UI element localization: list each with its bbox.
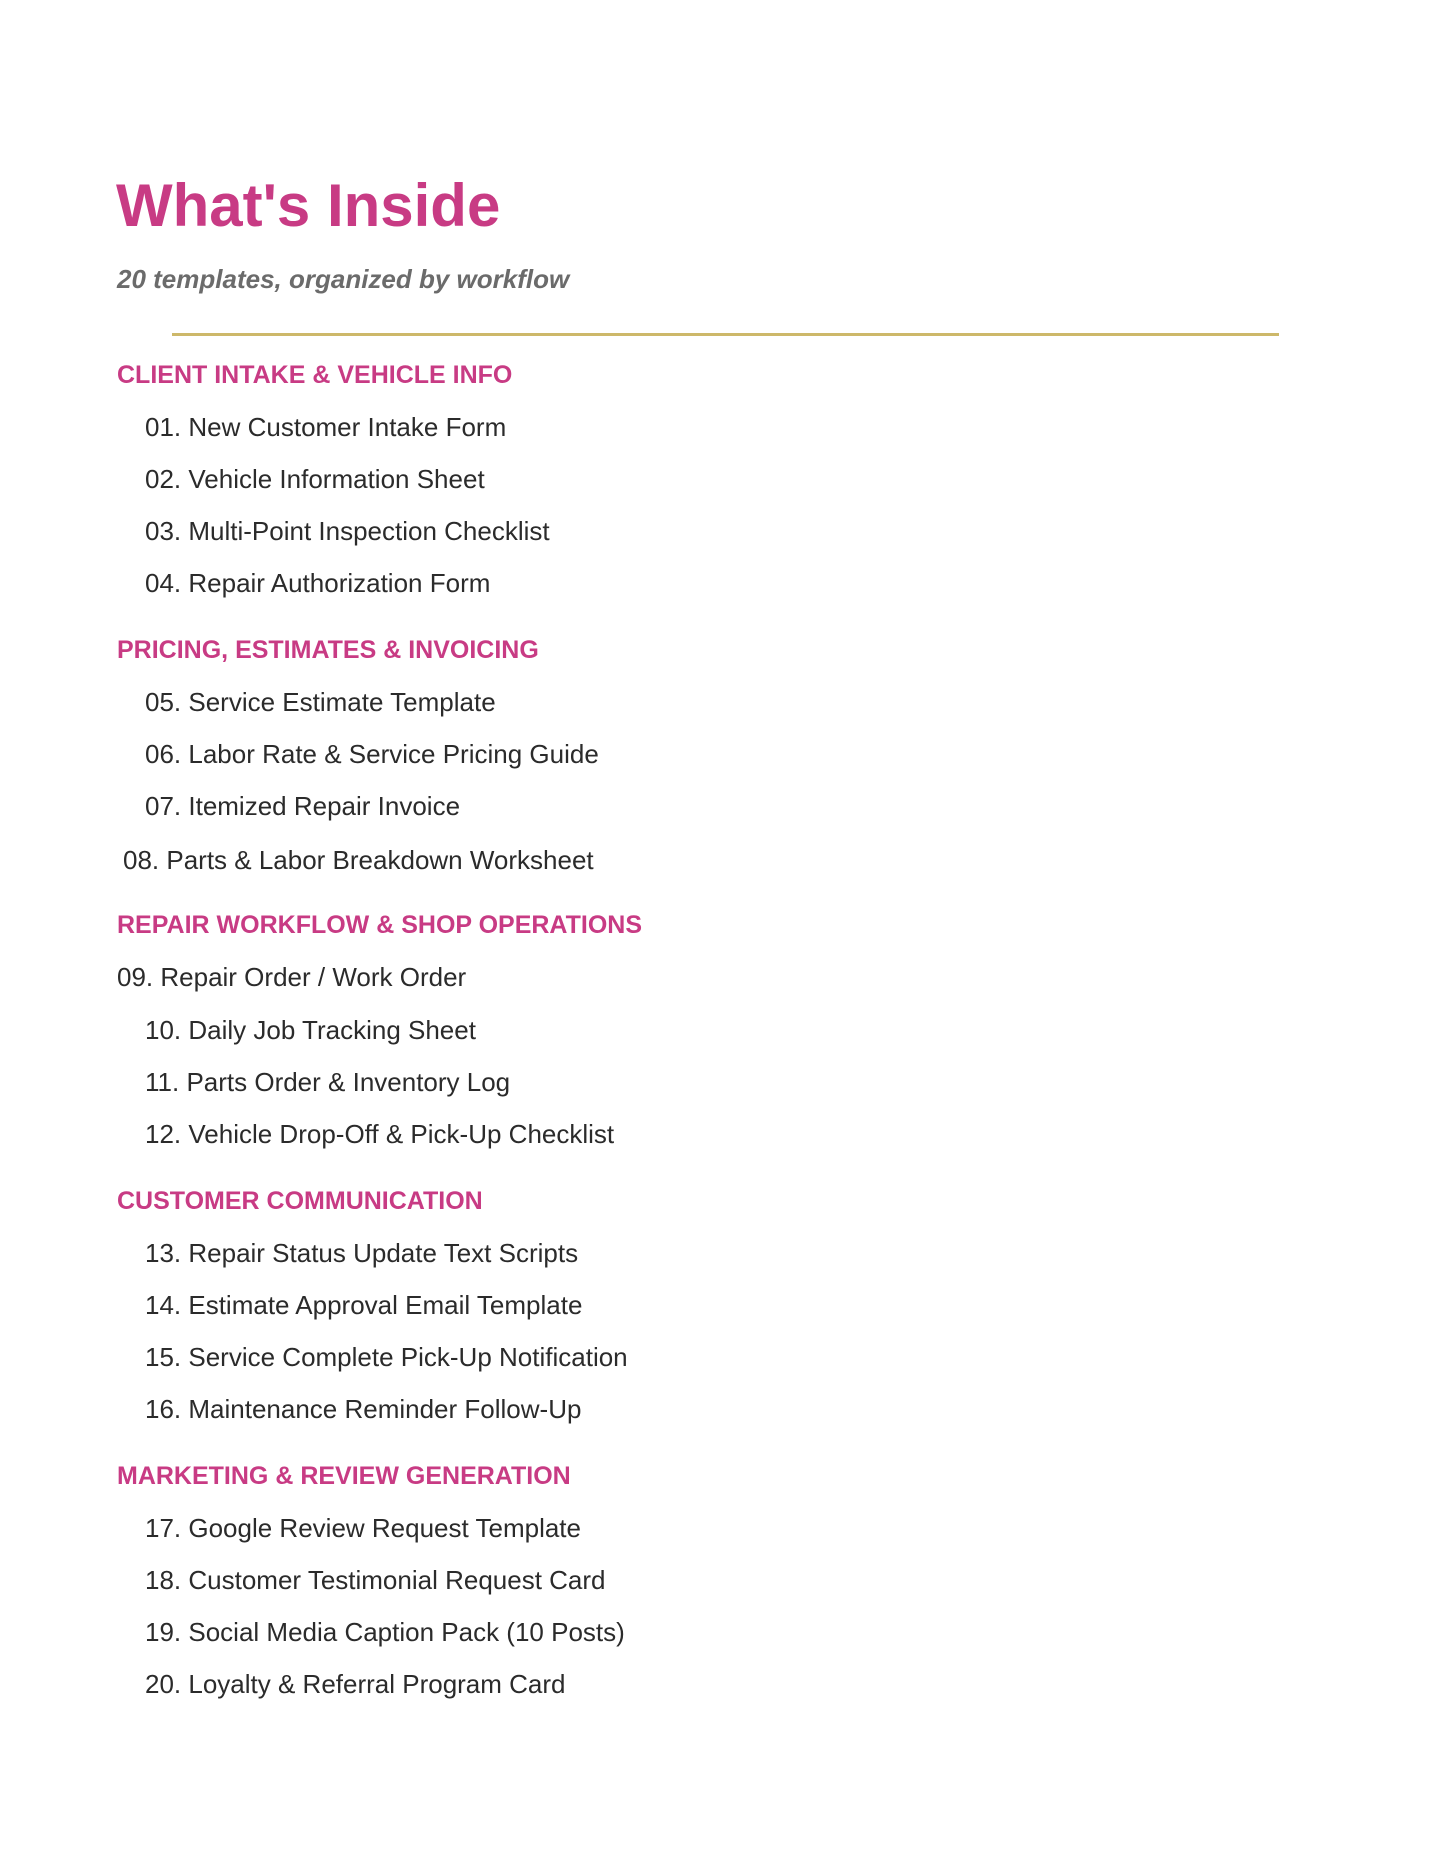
page-title: What's Inside [116, 172, 501, 239]
list-item: 06. Labor Rate & Service Pricing Guide [145, 739, 599, 769]
list-item: 08. Parts & Labor Breakdown Worksheet [123, 845, 594, 875]
list-item: 15. Service Complete Pick-Up Notification [145, 1342, 628, 1372]
divider-rule [172, 333, 1279, 336]
list-item: 13. Repair Status Update Text Scripts [145, 1238, 579, 1268]
list-item: 03. Multi-Point Inspection Checklist [145, 516, 550, 546]
list-item: 19. Social Media Caption Pack (10 Posts) [145, 1617, 625, 1647]
list-item: 14. Estimate Approval Email Template [145, 1290, 583, 1320]
section-heading-repair-workflow: REPAIR WORKFLOW & SHOP OPERATIONS [117, 911, 643, 939]
list-item: 16. Maintenance Reminder Follow-Up [145, 1394, 582, 1424]
list-item: 07. Itemized Repair Invoice [145, 791, 461, 821]
list-item: 12. Vehicle Drop-Off & Pick-Up Checklist [145, 1119, 615, 1149]
page-subtitle: 20 templates, organized by workflow [117, 264, 570, 294]
section-heading-customer-communication: CUSTOMER COMMUNICATION [117, 1187, 483, 1215]
list-item: 02. Vehicle Information Sheet [145, 464, 485, 494]
list-item: 09. Repair Order / Work Order [117, 962, 467, 992]
section-heading-marketing: MARKETING & REVIEW GENERATION [117, 1462, 571, 1490]
list-item: 05. Service Estimate Template [145, 687, 496, 717]
section-heading-client-intake: CLIENT INTAKE & VEHICLE INFO [117, 361, 513, 389]
section-heading-pricing: PRICING, ESTIMATES & INVOICING [117, 636, 539, 664]
list-item: 10. Daily Job Tracking Sheet [145, 1015, 476, 1045]
list-item: 17. Google Review Request Template [145, 1513, 581, 1543]
list-item: 04. Repair Authorization Form [145, 568, 491, 598]
list-item: 11. Parts Order & Inventory Log [145, 1067, 511, 1097]
list-item: 18. Customer Testimonial Request Card [145, 1565, 606, 1595]
list-item: 20. Loyalty & Referral Program Card [145, 1669, 566, 1699]
list-item: 01. New Customer Intake Form [145, 412, 507, 442]
